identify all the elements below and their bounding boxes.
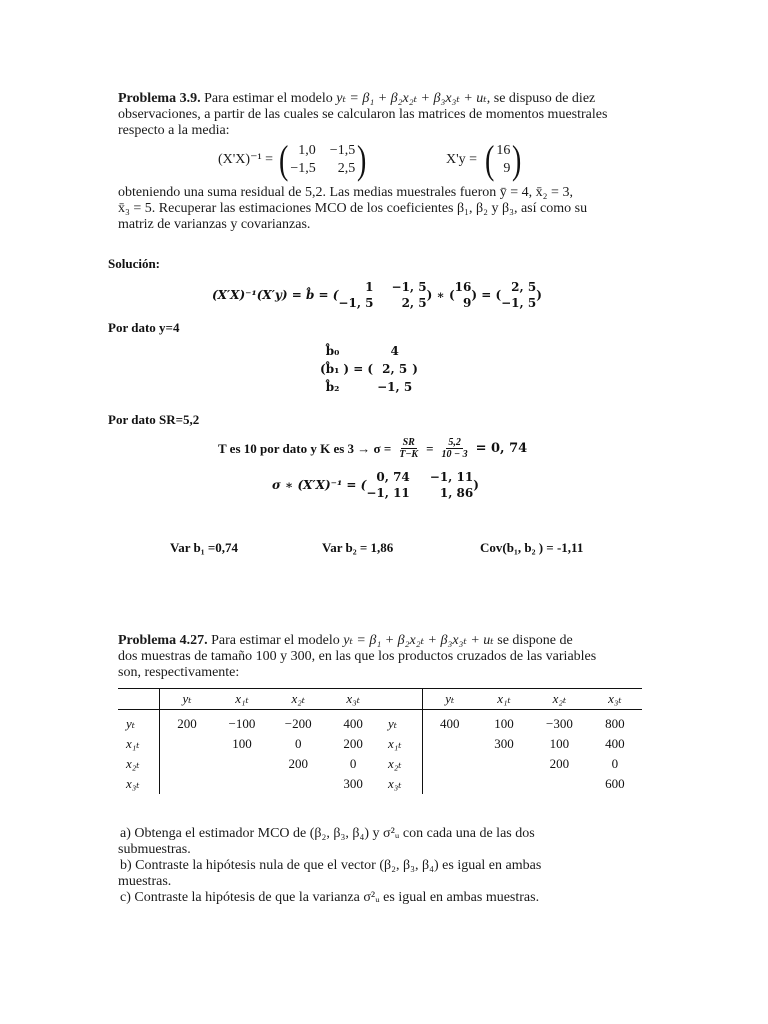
problem-3-9-line2: observaciones, a partir de las cuales se calcularon las matrices de momentos muestrales (118, 107, 608, 122)
b-hat-equation (212, 280, 542, 310)
sigma-matrix (366, 470, 473, 500)
table-row (118, 710, 380, 735)
problem-3-9-text (118, 91, 638, 139)
cov-b1-b2: Cov(b₁, b₂ ) = -1,11 (480, 540, 584, 555)
table-row (380, 774, 642, 794)
coef-symbol: b̂₀ (325, 344, 340, 358)
table-cell: 200 (549, 756, 570, 771)
matrix-cell: −1, 5 (501, 296, 537, 310)
problem-3-9-continued (118, 185, 638, 233)
question-a: a) Obtenga el estimador MCO de (β₂, β₃, β₄) y σ²ᵤ con cada una de las dos (120, 826, 535, 841)
problem-4-27-text (118, 633, 648, 681)
table-corner (118, 689, 160, 710)
table-cell (214, 774, 270, 794)
problem-4-27-line1 (118, 633, 648, 649)
column-header: x₃ₜ (588, 689, 642, 710)
xy-values (496, 143, 510, 177)
question-c: c) Contraste la hipótesis de que la varianza σ²ᵤ es igual en ambas muestras. (120, 890, 540, 905)
column-header: x₁ₜ (477, 689, 531, 710)
matrix-cell: 1,0 (298, 143, 316, 158)
eq1-matrix-xx (338, 280, 426, 310)
var-b2: Var b₂ = 1,86 (322, 540, 394, 555)
problem-4-27-line3: son, respectivamente: (118, 665, 240, 680)
frac2-den: 10 − 3 (441, 449, 468, 460)
row-header: x₂ₜ (380, 754, 422, 774)
b-open: ( (320, 362, 326, 376)
xy-label: X'y = (446, 152, 478, 167)
table-cell: 200 (343, 736, 363, 751)
row-header: yₜ (118, 710, 160, 735)
table-cell (214, 754, 270, 774)
solution-label: Solución: (108, 256, 161, 271)
intro-end: , se dispuso de diez (486, 91, 596, 106)
row-header: x₃ₜ (380, 774, 422, 794)
matrix-cell: −1, 5 (391, 280, 427, 294)
problem-3-9-line1 (118, 91, 638, 107)
table-cell: 0 (349, 756, 357, 771)
model-equation-427: yₜ = β₁ + β₂x₂ₜ + β₃x₃ₜ + uₜ (343, 633, 494, 648)
cross-product-tables (118, 688, 642, 794)
by-y-label: Por dato y=4 (108, 320, 180, 335)
table-cell: 100 (494, 716, 514, 731)
matrix-cell: 9 (503, 161, 511, 176)
matrix-cell: −1, 5 (338, 296, 374, 310)
xx-inverse-label: (X'X)⁻¹ = (218, 152, 274, 167)
question-a-cont: submuestras. (118, 842, 191, 857)
eq1-matrix-xy (455, 280, 472, 310)
eq1-left: (X′X)⁻¹(X′y) = b̂ = ( (212, 288, 339, 302)
coef-symbol: b̂₂ (325, 380, 340, 394)
table-row (118, 754, 380, 774)
intro-text-427: Para estimar el modelo (211, 633, 340, 648)
eq1-eq: ) = ( (471, 288, 502, 302)
matrix-cell: 2, 5 (401, 296, 427, 310)
table-cell: 0 (294, 736, 302, 751)
matrix-cell: −1,5 (290, 161, 316, 176)
matrix-cell: 9 (463, 296, 472, 310)
column-header: x₂ₜ (531, 689, 588, 710)
matrix-cell: 2,5 (337, 161, 356, 176)
problem-3-9-line5: x̄₃ = 5. Recuperar las estimaciones MCO de los coeficientes β₁, β₂ y β₃, así como su (118, 201, 588, 216)
row-header: x₃ₜ (118, 774, 160, 794)
t-line: T es 10 por dato y K es 3 → σ = (218, 440, 392, 456)
table-cell (160, 734, 214, 754)
table-cell: 100 (549, 736, 570, 751)
sigma-value: = 0, 74 (475, 441, 528, 456)
column-header: x₃ₜ (326, 689, 380, 710)
by-sr-label: Por dato SR=5,2 (108, 412, 200, 427)
b-vars (326, 344, 340, 394)
row-header: x₁ₜ (380, 734, 422, 754)
question-b: b) Contraste la hipótesis nula de que el vector (β₂, β₃, β₄) es igual en ambas (120, 858, 542, 873)
eq-sym: = (426, 440, 434, 456)
table-cell: 400 (439, 716, 460, 731)
table-cell: 300 (343, 776, 363, 791)
cross-product-table-2 (380, 689, 642, 794)
intro-text: Para estimar el modelo (204, 91, 333, 106)
table-cell: 100 (232, 736, 252, 751)
table-corner (380, 689, 422, 710)
frac1-num: SR (402, 437, 415, 448)
column-header: x₁ₜ (214, 689, 270, 710)
table-cell: −100 (228, 716, 256, 731)
b-vector (320, 344, 418, 394)
cross-product-table-1 (118, 689, 380, 794)
b-vals (377, 344, 412, 394)
question-b-cont: muestras. (118, 874, 172, 889)
table-cell: −300 (545, 716, 573, 731)
intro-end-427: se dispone de (497, 633, 573, 648)
row-header: x₂ₜ (118, 754, 160, 774)
table-cell: 300 (494, 736, 514, 751)
table-row (380, 734, 642, 754)
table-row (380, 754, 642, 774)
sig-left: σ ∗ (X′X)⁻¹ = ( (272, 478, 367, 492)
eq1-matrix-result (501, 280, 536, 310)
table-cell: 200 (177, 716, 197, 731)
frac1-den: T−K (399, 449, 419, 460)
table-cell: 400 (605, 736, 625, 751)
matrix-cell: 16 (496, 143, 511, 158)
questions (118, 826, 648, 906)
column-header: yₜ (160, 689, 214, 710)
matrix-cell: 1, 86 (439, 486, 474, 500)
matrix-cell: 16 (454, 280, 472, 294)
table-cell (160, 774, 214, 794)
b-close: ) (412, 362, 418, 376)
table-row (118, 774, 380, 794)
problem-4-27-title: Problema 4.27. (118, 633, 208, 648)
table-row (380, 710, 642, 735)
sig-close: ) (473, 478, 479, 492)
matrix-cell: −1,5 (329, 143, 356, 158)
table-cell: 800 (605, 716, 625, 731)
var-b1: Var b₁ =0,74 (170, 540, 239, 555)
column-header: yₜ (422, 689, 477, 710)
table-cell: −200 (284, 716, 312, 731)
coef-value: 4 (390, 344, 399, 358)
sigma-line (218, 437, 527, 460)
xx-inverse-values (290, 143, 355, 177)
table-cell (531, 774, 588, 794)
coef-value: −1, 5 (377, 380, 413, 394)
problem-3-9-line6: matriz de varianzas y covarianzas. (118, 217, 311, 232)
table-cell (270, 774, 326, 794)
xx-inverse-matrix: (X'X)⁻¹ = ( 1,0 −1,5 −1,5 2,5 ) (218, 137, 367, 182)
table-cell: 600 (605, 776, 625, 791)
matrix-cell: 2, 5 (511, 280, 537, 294)
matrix-cell: −1, 11 (366, 486, 410, 500)
table-cell (422, 774, 477, 794)
matrix-cell: 1 (365, 280, 374, 294)
matrix-cell: 0, 74 (376, 470, 410, 484)
coef-symbol: b̂₁ (325, 362, 340, 376)
problem-3-9-line3: respecto a la media: (118, 123, 230, 138)
table-cell (160, 754, 214, 774)
problem-3-9-title: Problema 3.9. (118, 91, 201, 106)
table-cell (422, 754, 477, 774)
eq1-mid: ) ∗ ( (426, 288, 455, 302)
table-cell (477, 774, 531, 794)
problem-3-9-line4: obteniendo una suma residual de 5,2. Las medias muestrales fueron ȳ = 4, x̄₂ = 3, (118, 185, 573, 200)
coef-value: 2, 5 (382, 362, 408, 376)
problem-4-27-line2: dos muestras de tamaño 100 y 300, en las que los productos cruzados de las variables (118, 649, 597, 664)
row-header: yₜ (380, 710, 422, 735)
table-cell (477, 754, 531, 774)
row-header: x₁ₜ (118, 734, 160, 754)
column-header: x₂ₜ (270, 689, 326, 710)
sigma-matrix-equation (272, 470, 479, 500)
xy-matrix: X'y = ( 16 9 ) (446, 137, 522, 182)
frac2-num: 5,2 (448, 437, 461, 448)
b-eq: ) = ( (343, 362, 374, 376)
table-cell: 400 (343, 716, 363, 731)
table-row (118, 734, 380, 754)
eq1-close: ) (536, 288, 542, 302)
table-cell: 200 (288, 756, 308, 771)
matrix-cell: −1, 11 (429, 470, 474, 484)
table-cell (422, 734, 477, 754)
model-equation: yₜ = β₁ + β₂x₂ₜ + β₃x₃ₜ + uₜ (336, 91, 487, 106)
table-cell: 0 (611, 756, 619, 771)
